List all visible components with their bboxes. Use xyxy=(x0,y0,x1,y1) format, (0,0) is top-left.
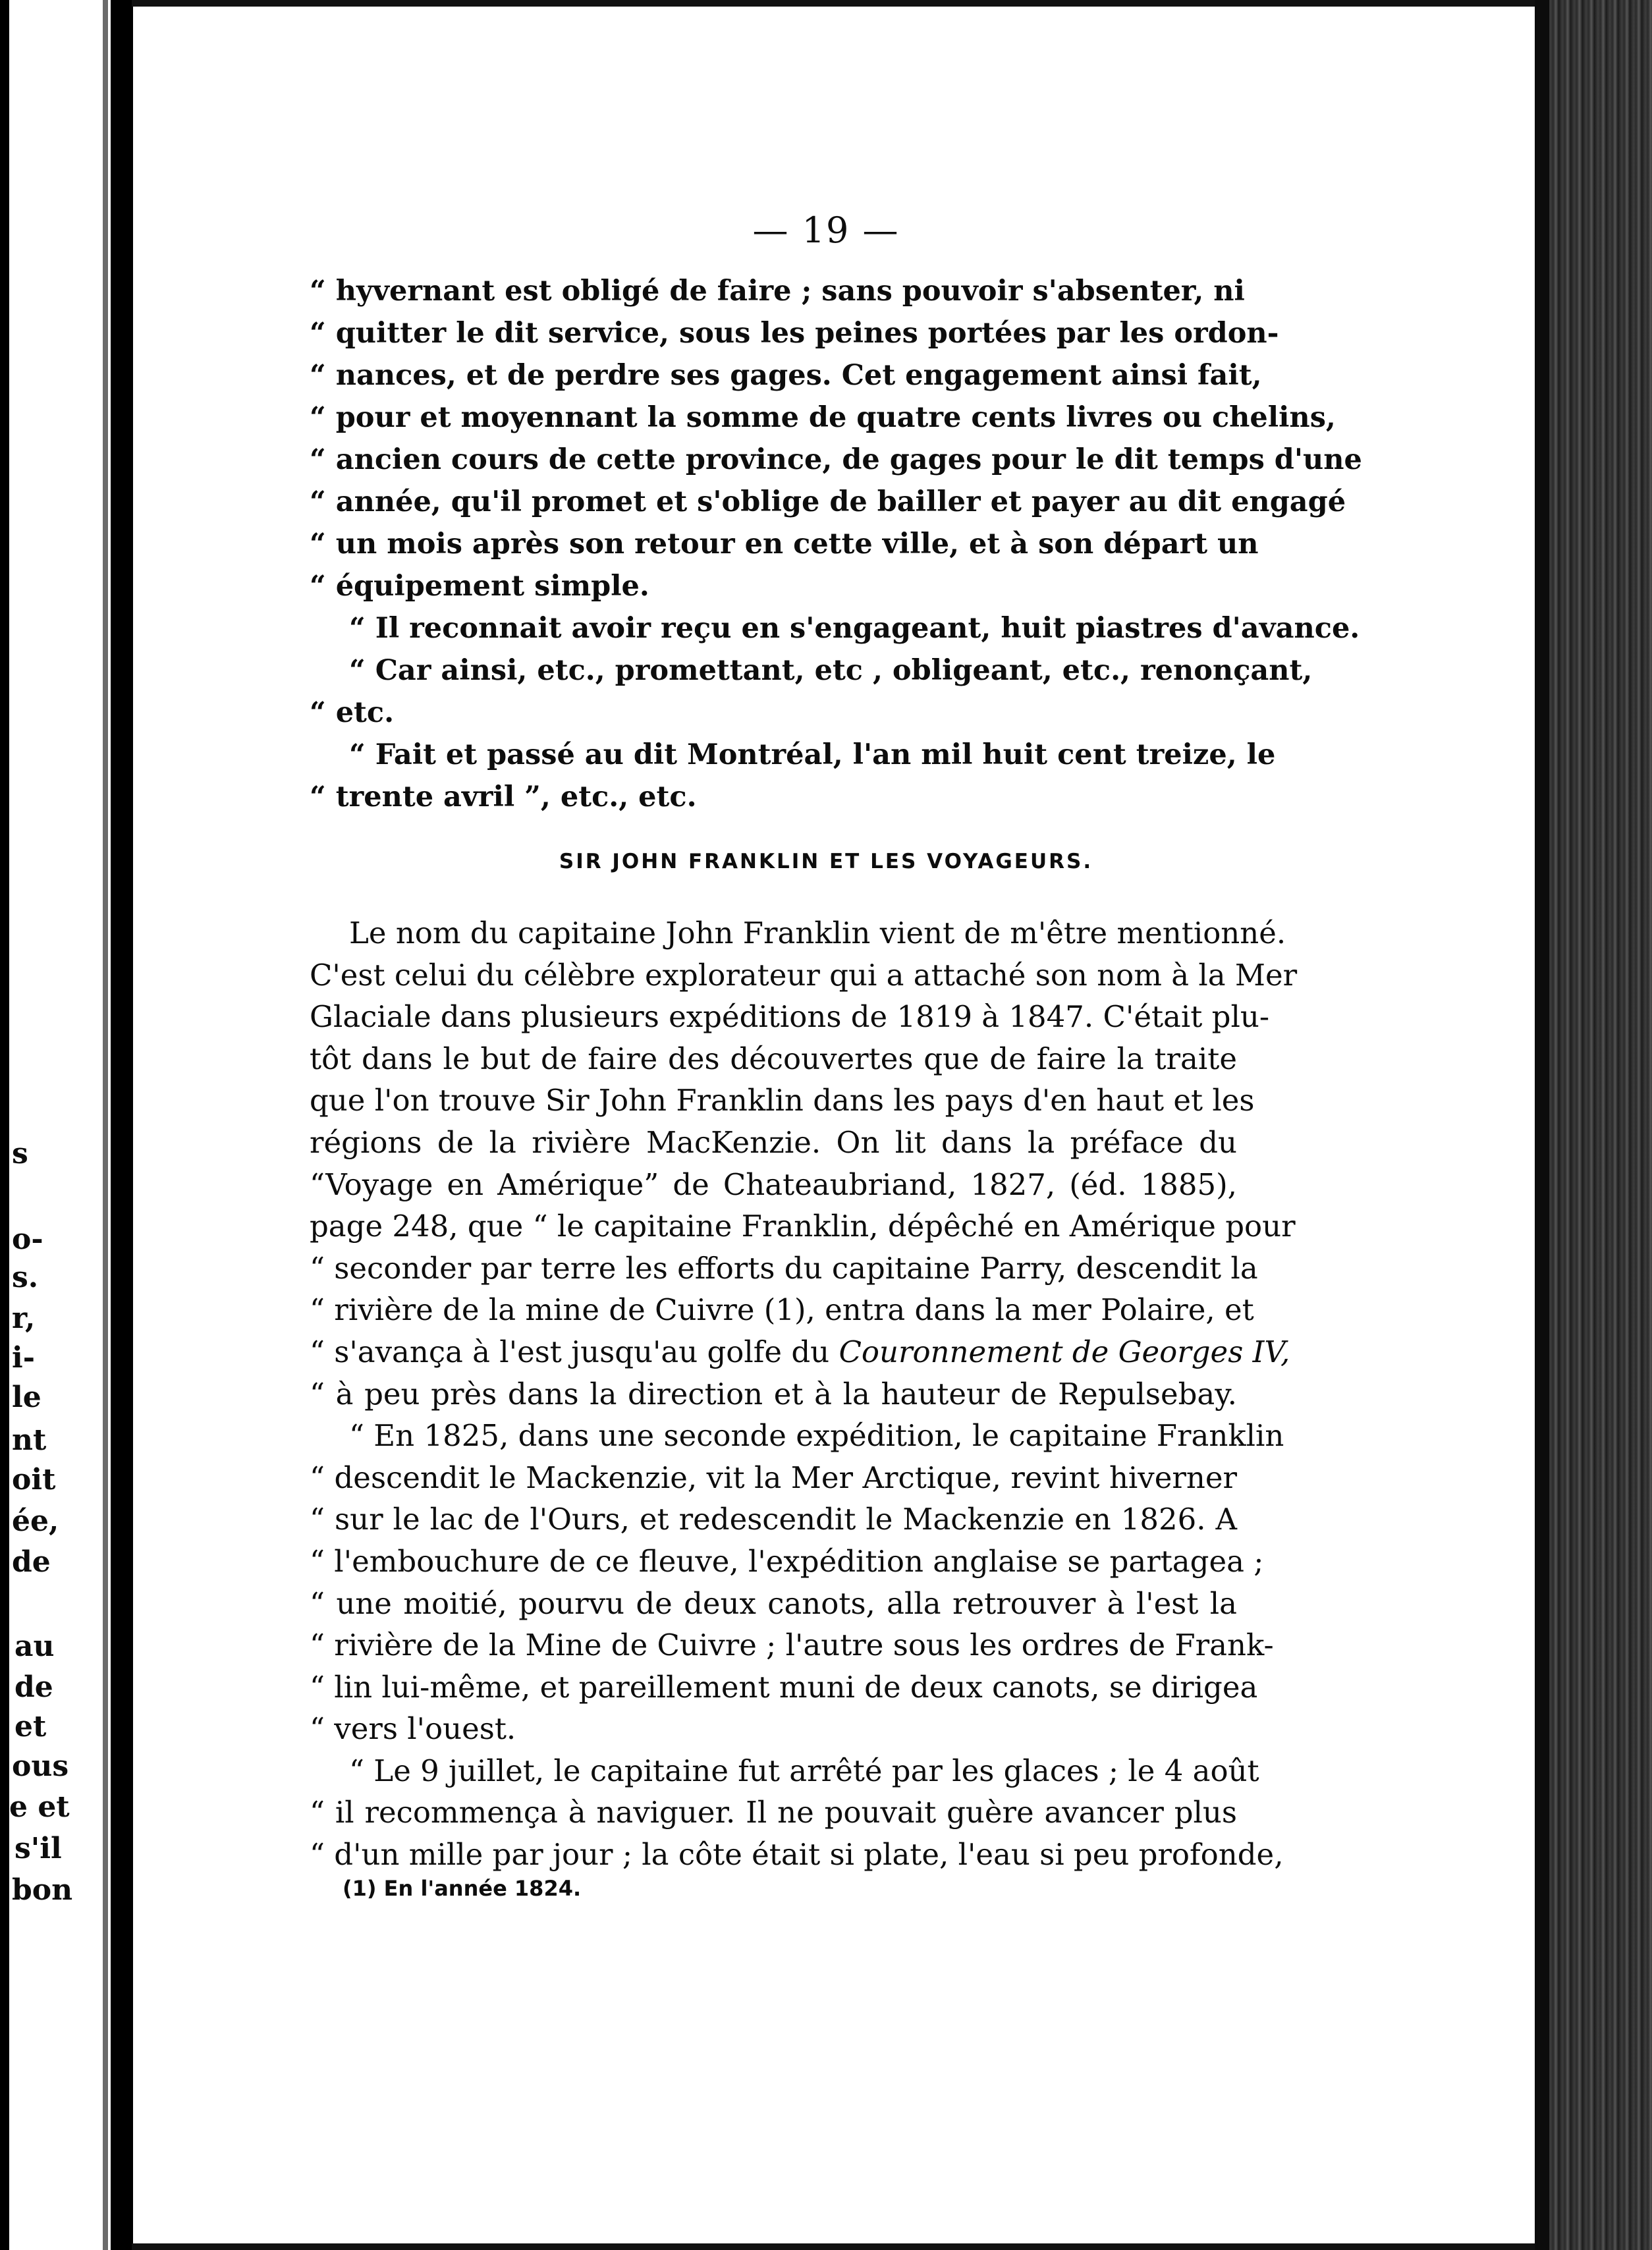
text-line: C'est celui du célèbre explorateur qui a attaché son nom à la Mer xyxy=(310,957,1298,993)
italic-title: Couronnement de Georges IV, xyxy=(839,1334,1290,1369)
text-line: “ Fait et passé au dit Montréal, l'an mil huit cent treize, le xyxy=(349,738,1276,771)
text-line: “ sur le lac de l'Ours, et redescendit le Mackenzie en 1826. A xyxy=(310,1502,1237,1537)
gutter-shadow xyxy=(103,0,108,2250)
text-line: page 248, que “ le capitaine Franklin, dépêché en Amérique pour xyxy=(310,1209,1296,1244)
text-line: Glaciale dans plusieurs expéditions de 1819 à 1847. C'était plu- xyxy=(310,999,1270,1035)
footnote: (1) En l'année 1824. xyxy=(343,1876,582,1901)
margin-fragment: i- xyxy=(12,1341,35,1375)
text-line: “ ancien cours de cette province, de gages pour le dit temps d'une xyxy=(310,443,1362,476)
text-line: “ Car ainsi, etc., promettant, etc , obligeant, etc., renonçant, xyxy=(349,654,1313,687)
gutter-border xyxy=(111,0,133,2250)
text-line: régions de la rivière MacKenzie. On lit dans la préface du xyxy=(310,1124,1237,1160)
text-line: “ année, qu'il promet et s'oblige de bailler et payer au dit engagé xyxy=(310,485,1346,518)
margin-fragment: le xyxy=(12,1381,41,1414)
text-line: Le nom du capitaine John Franklin vient de m'être mentionné. xyxy=(349,916,1286,950)
text-line: “ Il reconnait avoir reçu en s'engageant, huit piastres d'avance. xyxy=(349,612,1360,645)
scan-border-bottom xyxy=(132,2243,1535,2250)
margin-fragment: ous xyxy=(12,1749,69,1783)
margin-fragment: s'il xyxy=(14,1832,62,1865)
margin-fragment: o- xyxy=(12,1222,43,1256)
text-line: “ lin lui-même, et pareillement muni de deux canots, se dirigea xyxy=(310,1669,1258,1705)
page-number: — 19 — xyxy=(752,209,900,251)
text-line: “ descendit le Mackenzie, vit la Mer Arctique, revint hiverner xyxy=(310,1460,1237,1495)
text-line: “ rivière de la Mine de Cuivre ; l'autre sous les ordres de Frank- xyxy=(310,1628,1274,1663)
section-heading: SIR JOHN FRANKLIN ET LES VOYAGEURS. xyxy=(559,850,1093,873)
margin-fragment: de xyxy=(12,1545,51,1579)
text-line: “ Le 9 juillet, le capitaine fut arrêté par les glaces ; le 4 août xyxy=(349,1753,1259,1788)
margin-fragment: oit xyxy=(12,1463,56,1496)
left-margin-area xyxy=(0,0,111,2250)
margin-fragment: nt xyxy=(12,1423,47,1457)
text-line: “ pour et moyennant la somme de quatre cents livres ou chelins, xyxy=(310,401,1336,434)
text-line: “ un mois après son retour en cette ville, et à son départ un xyxy=(310,528,1259,561)
text-line-start: “ s'avança à l'est jusqu'au golfe du xyxy=(310,1334,839,1369)
text-line: “ trente avril ”, etc., etc. xyxy=(310,781,697,813)
margin-fragment: de xyxy=(14,1670,53,1704)
text-line: “ d'un mille par jour ; la côte était si plate, l'eau si peu profonde, xyxy=(310,1837,1284,1873)
text-line: “ vers l'ouest. xyxy=(310,1711,516,1747)
text-line: “ l'embouchure de ce fleuve, l'expédition anglaise se partagea ; xyxy=(310,1543,1264,1579)
margin-fragment: au xyxy=(14,1630,55,1663)
text-line: “ il recommença à naviguer. Il ne pouvait guère avancer plus xyxy=(310,1795,1237,1830)
text-line: “ rivière de la mine de Cuivre (1), entra dans la mer Polaire, et xyxy=(310,1292,1254,1328)
margin-fragment: bon xyxy=(12,1873,73,1907)
text-line: “ quitter le dit service, sous les peines portées par les ordon- xyxy=(310,317,1279,350)
text-line: “ nances, et de perdre ses gages. Cet engagement ainsi fait, xyxy=(310,359,1262,392)
text-line: “Voyage en Amérique” de Chateaubriand, 1827, (éd. 1885), xyxy=(310,1166,1237,1202)
contract-excerpt xyxy=(310,270,1362,818)
text-line: “ etc. xyxy=(310,696,395,729)
margin-fragment: r, xyxy=(12,1302,36,1335)
scan-border-top xyxy=(132,0,1535,7)
text-line: tôt dans le but de faire des découvertes que de faire la traite xyxy=(310,1041,1237,1076)
text-line: “ équipement simple. xyxy=(310,570,649,603)
text-line: “ hyvernant est obligé de faire ; sans pouvoir s'absenter, ni xyxy=(310,275,1245,308)
margin-fragment: et xyxy=(14,1710,47,1743)
margin-fragment: e et xyxy=(9,1790,70,1824)
text-line: que l'on trouve Sir John Franklin dans les pays d'en haut et les xyxy=(310,1083,1255,1118)
text-line: “ une moitié, pourvu de deux canots, alla retrouver à l'est la xyxy=(310,1585,1237,1621)
body-text xyxy=(310,912,1298,1876)
page-edges-right xyxy=(1535,0,1652,2250)
text-line: “ à peu près dans la direction et à la hauteur de Repulsebay. xyxy=(310,1376,1237,1412)
text-line: “ En 1825, dans une seconde expédition, le capitaine Franklin xyxy=(349,1418,1284,1454)
text-line: “ seconder par terre les efforts du capitaine Parry, descendit la xyxy=(310,1250,1258,1286)
margin-fragment: s xyxy=(12,1137,28,1170)
margin-fragment: s. xyxy=(12,1261,39,1294)
scan-border-right xyxy=(1535,0,1549,2250)
margin-fragment: ée, xyxy=(12,1504,59,1538)
scan-border-left xyxy=(0,0,9,2250)
text-line xyxy=(310,1331,1290,1373)
